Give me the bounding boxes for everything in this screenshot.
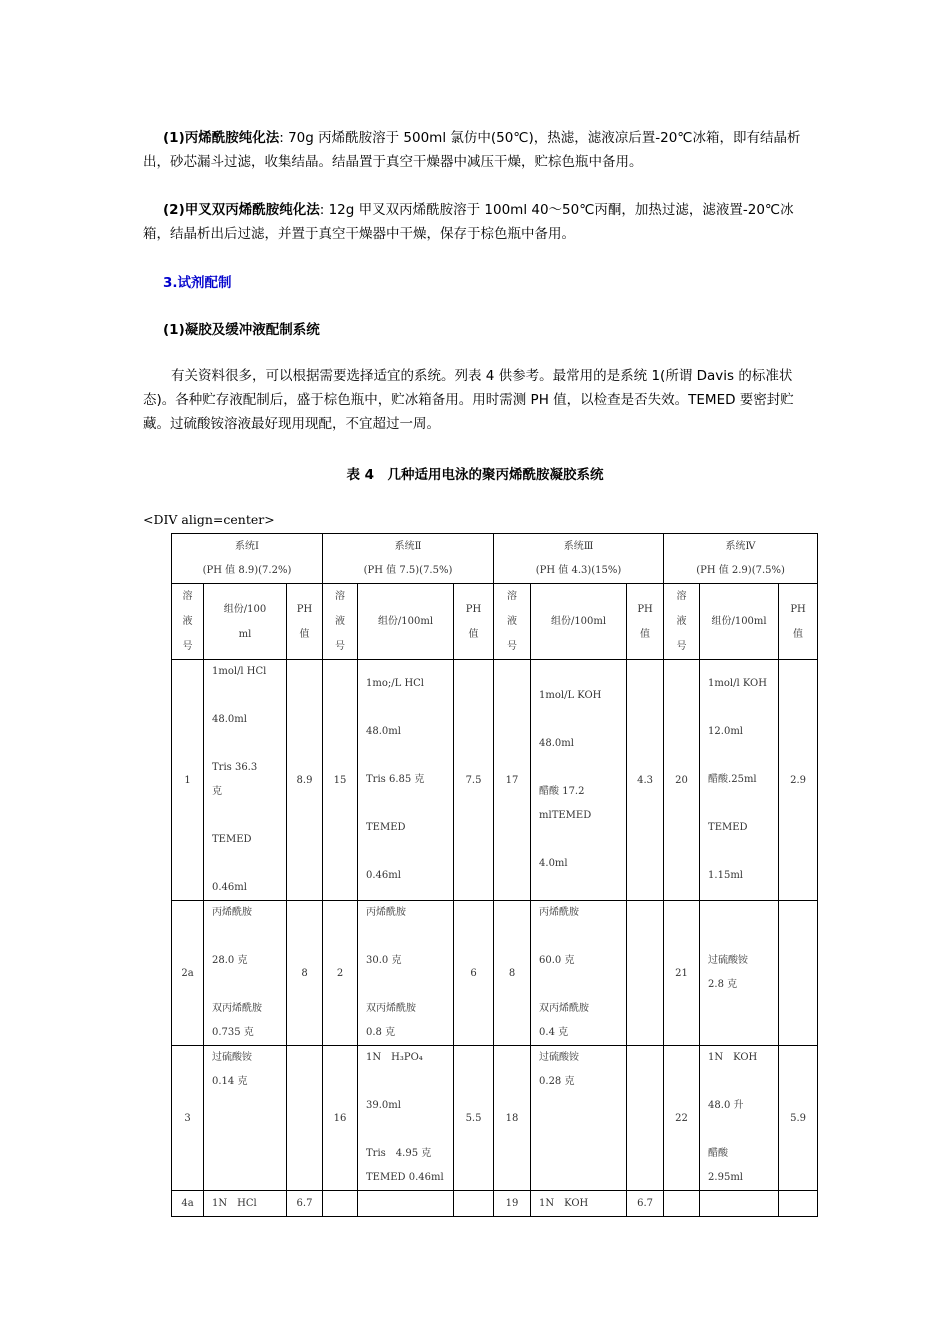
composition-line: 48.0ml (366, 726, 401, 737)
composition-line (366, 696, 450, 720)
system-header-cell (172, 534, 323, 584)
ph-value-cell: 8.9 (287, 660, 323, 901)
system-name: 系统Ⅰ (235, 540, 259, 552)
header-text: 号 (335, 641, 346, 652)
header-text: PH (465, 603, 482, 615)
solution-number-cell: 21 (664, 901, 700, 1046)
composition-line: 丙烯酰胺 (212, 907, 252, 918)
paragraph-bold-lead: (1)丙烯酰胺纯化法 (163, 130, 280, 146)
composition-line (366, 840, 450, 864)
header-text: 组份/100ml (711, 616, 767, 627)
solution-number-cell: 8 (494, 901, 531, 1046)
composition-line: 30.0 克 (366, 955, 402, 966)
composition-line: 48.0ml (539, 738, 574, 749)
ph-value-cell: 5.9 (779, 1046, 818, 1191)
table-row (172, 901, 818, 1046)
ph-value-cell: 2.9 (779, 660, 818, 901)
system-params: (PH 值 2.9)(7.5%) (696, 564, 785, 576)
composition-line (212, 1118, 283, 1142)
composition-line (708, 696, 775, 720)
system-name: 系统Ⅱ (394, 540, 422, 552)
header-text: 值 (793, 628, 804, 640)
solution-number-cell: 15 (323, 660, 358, 901)
composition-line: 双丙烯酰胺 (539, 1003, 590, 1014)
composition-line: 1.15ml (708, 870, 743, 881)
composition-line (212, 1094, 283, 1118)
composition-cell (358, 901, 454, 1046)
ph-value-cell (779, 1191, 818, 1217)
ph-value-cell (627, 1046, 664, 1191)
paragraph-systems-intro: 有关资料很多，可以根据需要选择适宜的系统。列表 4 供参考。最常用的是系统 1(所谓 Davis 的标准状态)。各种贮存液配制后，盛于棕色瓶中，贮冰箱备用。用时需测 PH 值，以检查是否失效。TEMED 要密封贮藏。过硫酸铵溶液最好现用现配，不宜超过一周。 (143, 368, 794, 432)
ph-value-cell (779, 901, 818, 1046)
composition-cell (358, 1191, 454, 1217)
header-text: 溶 (335, 591, 346, 602)
composition-line (366, 973, 450, 997)
composition-line: 1N H₃PO₄ (366, 1052, 423, 1063)
subsection-heading: (1)凝胶及缓冲液配制系统 (163, 322, 320, 338)
composition-line: 1N HCl (212, 1197, 257, 1209)
header-text: 液 (182, 616, 193, 627)
composition-cell (531, 901, 627, 1046)
header-solution-no (664, 584, 700, 660)
composition-cell (204, 901, 287, 1046)
composition-cell (531, 660, 627, 901)
composition-cell (531, 1191, 627, 1217)
composition-line (708, 744, 775, 768)
ph-value-cell: 6.7 (287, 1191, 323, 1217)
composition-cell (358, 1046, 454, 1191)
header-composition (204, 584, 287, 660)
header-composition (358, 584, 454, 660)
system-params: (PH 值 7.5)(7.5%) (363, 564, 453, 576)
composition-line: 4.0ml (539, 858, 568, 869)
system-name: 系统Ⅳ (725, 540, 756, 552)
ph-value-cell: 6 (454, 901, 494, 1046)
solution-number-cell: 4a (172, 1191, 204, 1217)
paragraph-bold-lead: (2)甲叉双丙烯酰胺纯化法 (163, 202, 320, 218)
header-ph (287, 584, 323, 660)
header-text: PH (296, 603, 313, 615)
system-header-cell (494, 534, 664, 584)
composition-line: 28.0 克 (212, 955, 248, 966)
composition-line: 醋酸 (708, 1148, 729, 1159)
solution-number-cell: 19 (494, 1191, 531, 1217)
composition-line: 过硫酸铵 (539, 1052, 580, 1063)
header-text: 液 (335, 616, 346, 627)
composition-line: 0.8 克 (366, 1027, 396, 1038)
composition-line (366, 744, 450, 768)
composition-cell (531, 1046, 627, 1191)
composition-line (366, 1192, 450, 1216)
system-header-cell (664, 534, 818, 584)
header-ph (779, 584, 818, 660)
composition-line: 1N KOH (708, 1052, 758, 1063)
header-text: 值 (468, 628, 479, 640)
composition-line (212, 925, 283, 949)
composition-line (212, 852, 283, 876)
composition-line: 丙烯酰胺 (366, 907, 407, 918)
composition-line: TEMED (366, 822, 406, 833)
header-text: 号 (182, 641, 193, 652)
composition-line (539, 1094, 623, 1118)
table-row (172, 1191, 818, 1217)
header-text: 组份/100ml (550, 616, 607, 627)
composition-line: TEMED (212, 834, 252, 845)
ph-value-cell (627, 901, 664, 1046)
composition-line: Tris 6.85 克 (366, 774, 425, 785)
solution-number-cell (664, 1191, 700, 1217)
composition-line (212, 684, 283, 708)
header-ph (627, 584, 664, 660)
composition-line: 12.0ml (708, 726, 743, 737)
composition-line: Tris 4.95 克 (366, 1148, 432, 1159)
composition-line (539, 1166, 623, 1190)
header-text: 号 (507, 641, 518, 652)
composition-line (539, 973, 623, 997)
composition-line (212, 732, 283, 756)
composition-line: 1mol/L KOH (539, 690, 602, 701)
composition-cell (204, 660, 287, 901)
ph-value-cell: 5.5 (454, 1046, 494, 1191)
composition-line: 过硫酸铵 (708, 955, 749, 966)
raw-div-tag-text: <DIV align=center> (143, 512, 275, 527)
ph-value-cell: 7.5 (454, 660, 494, 901)
header-solution-no (323, 584, 358, 660)
system-params: (PH 值 4.3)(15%) (535, 564, 622, 576)
composition-line (539, 1118, 623, 1142)
header-composition (700, 584, 779, 660)
solution-number-cell: 16 (323, 1046, 358, 1191)
composition-line (366, 792, 450, 816)
header-text: PH (790, 603, 806, 615)
header-text: 值 (299, 628, 310, 640)
paragraph-acrylamide-purification (143, 126, 808, 174)
header-text: 溶 (182, 591, 193, 602)
composition-cell (204, 1046, 287, 1191)
composition-line: 丙烯酰胺 (539, 907, 580, 918)
composition-line: 48.0ml (212, 714, 247, 725)
composition-line (366, 925, 450, 949)
composition-line: 过硫酸铵 (212, 1052, 252, 1063)
ph-value-cell (454, 1191, 494, 1217)
composition-cell (700, 660, 779, 901)
composition-line (539, 828, 623, 852)
solution-number-cell: 17 (494, 660, 531, 901)
composition-line: 2.8 克 (708, 979, 738, 990)
composition-line (708, 1070, 775, 1094)
system-header-row (172, 534, 818, 584)
system-params: (PH 值 8.9)(7.2%) (202, 564, 292, 576)
solution-number-cell: 3 (172, 1046, 204, 1191)
composition-line: 0.46ml (212, 882, 247, 893)
composition-cell (358, 660, 454, 901)
solution-number-cell (323, 1191, 358, 1217)
header-composition (531, 584, 627, 660)
composition-line (708, 1192, 775, 1216)
composition-line (539, 708, 623, 732)
header-text: 溶 (676, 591, 687, 602)
composition-line (708, 792, 775, 816)
composition-line: mlTEMED (539, 810, 592, 821)
composition-line: Tris 36.3 (212, 762, 258, 773)
gel-systems-table (171, 533, 818, 1217)
header-text: PH (637, 603, 653, 615)
composition-line: 0.4 克 (539, 1027, 569, 1038)
composition-line (708, 840, 775, 864)
composition-cell (204, 1191, 287, 1217)
composition-line: 0.28 克 (539, 1076, 575, 1087)
header-solution-no (494, 584, 531, 660)
section-heading: 3.试剂配制 (163, 275, 232, 291)
composition-line: 1N KOH (539, 1197, 589, 1209)
ph-value-cell: 4.3 (627, 660, 664, 901)
composition-line: 0.14 克 (212, 1076, 248, 1087)
composition-line: 1mol/l KOH (708, 678, 767, 689)
table-row (172, 1046, 818, 1191)
composition-line: 0.46ml (366, 870, 401, 881)
header-text: 值 (640, 628, 651, 640)
paragraph-body: : 70g 丙烯酰胺溶于 500ml 氯仿中(50℃)，热滤，滤液凉后置-20℃冰箱，即有结晶析出，砂芯漏斗过滤，收集结晶。结晶置于真空干燥器中减压干燥，贮棕色瓶中备用。 (143, 130, 801, 170)
composition-line: 48.0 升 (708, 1100, 744, 1111)
composition-cell (700, 901, 779, 1046)
composition-line (212, 1166, 283, 1190)
header-text: 液 (676, 616, 687, 627)
header-text: 组份/100 (223, 603, 267, 615)
ph-value-cell: 8 (287, 901, 323, 1046)
composition-line (366, 1070, 450, 1094)
composition-line: TEMED (708, 822, 748, 833)
composition-line (539, 925, 623, 949)
composition-line (708, 1118, 775, 1142)
composition-line: 60.0 克 (539, 955, 575, 966)
header-text: 液 (507, 616, 518, 627)
system-header-cell (323, 534, 494, 584)
solution-number-cell: 1 (172, 660, 204, 901)
solution-number-cell: 22 (664, 1046, 700, 1191)
header-text: ml (238, 628, 252, 640)
composition-line (539, 756, 623, 780)
composition-cell (700, 1046, 779, 1191)
composition-line: 1mo;/L HCl (366, 678, 425, 689)
composition-line: 1mol/l HCl (212, 666, 267, 677)
composition-line: 醋酸 17.2 (539, 786, 585, 797)
paragraph-bis-acrylamide-purification (143, 198, 808, 246)
table-row (172, 660, 818, 901)
solution-number-cell: 20 (664, 660, 700, 901)
composition-line: 39.0ml (366, 1100, 401, 1111)
ph-value-cell (287, 1046, 323, 1191)
header-text: 溶 (507, 591, 518, 602)
composition-line: 双丙烯酰胺 (212, 1003, 262, 1014)
ph-value-cell: 6.7 (627, 1191, 664, 1217)
composition-line: 0.735 克 (212, 1027, 254, 1038)
column-header-row (172, 584, 818, 660)
composition-line (212, 973, 283, 997)
composition-line (212, 804, 283, 828)
composition-line: 双丙烯酰胺 (366, 1003, 417, 1014)
composition-line: TEMED 0.46ml (366, 1172, 444, 1183)
composition-line: 克 (212, 786, 222, 797)
header-solution-no (172, 584, 204, 660)
header-text: 号 (676, 641, 687, 652)
composition-line: 醋酸.25ml (708, 774, 757, 785)
system-name: 系统Ⅲ (563, 540, 594, 552)
header-text: 组份/100ml (377, 616, 434, 627)
composition-line (366, 1118, 450, 1142)
composition-cell (700, 1191, 779, 1217)
solution-number-cell: 2 (323, 901, 358, 1046)
composition-line: 2.95ml (708, 1172, 743, 1183)
composition-line (212, 1142, 283, 1166)
solution-number-cell: 18 (494, 1046, 531, 1191)
table-caption: 表 4 几种适用电泳的聚丙烯酰胺凝胶系统 (346, 467, 604, 483)
composition-line (539, 1142, 623, 1166)
paragraph-body: : 12g 甲叉双丙烯酰胺溶于 100ml 40～50℃丙酮，加热过滤，滤液置-20℃冰箱，结晶析出后过滤，并置于真空干燥器中干燥，保存于棕色瓶中备用。 (143, 202, 794, 242)
header-ph (454, 584, 494, 660)
solution-number-cell: 2a (172, 901, 204, 1046)
